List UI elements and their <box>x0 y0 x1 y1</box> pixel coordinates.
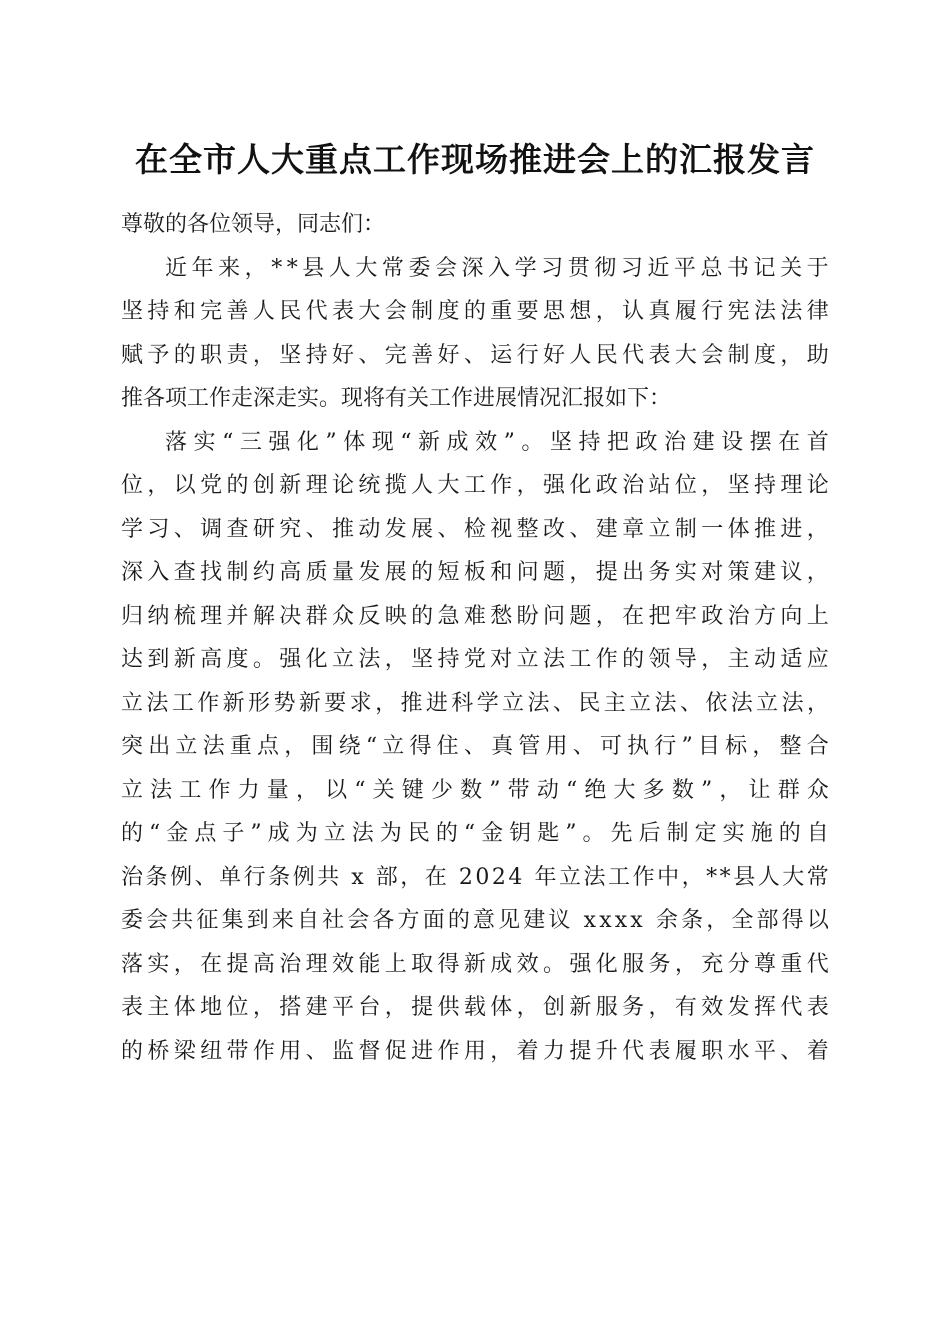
paragraph-line: 立 法 工 作 力 量 ， 以 “ 关 键 少 数 ” 带 动 “ 绝 大 多 数 ” ， 让 群 众 <box>121 777 829 803</box>
paragraph-line: 学 习 、 调 查 研 究 、 推 动 发 展 、 检 视 整 改 、 建 章 立 制 一 体 推 进 ， <box>121 516 829 542</box>
paragraph-line: 落 实 ， 在 提 高 治 理 效 能 上 取 得 新 成 效 。 强 化 服 务 ， 充 分 尊 重 代 <box>121 951 829 977</box>
paragraph-intro <box>121 247 829 421</box>
paragraph-line: 表 主 体 地 位 ， 搭 建 平 台 ， 提 供 载 体 ， 创 新 服 务 ， 有 效 发 挥 代 表 <box>121 995 829 1020</box>
document-title: 在全市人大重点工作现场推进会上的汇报发言 <box>135 140 815 179</box>
paragraph-line: 近 年 来 ， * * 县 人 大 常 委 会 深 入 学 习 贯 彻 习 近 平 总 书 记 关 于 <box>165 255 829 281</box>
paragraph-line: 委 会 共 征 集 到 来 自 社 会 各 方 面 的 意 见 建 议 x x x x 余 条 ， 全 部 得 以 <box>121 908 829 933</box>
paragraph-line: 深 入 查 找 制 约 高 质 量 发 展 的 短 板 和 问 题 ， 提 出 务 实 对 策 建 议 ， <box>121 560 829 585</box>
paragraph-section-one <box>121 421 829 1074</box>
salutation <box>121 203 829 247</box>
paragraph-line: 突 出 立 法 重 点 ， 围 绕 “ 立 得 住 、 真 管 用 、 可 执 行 ” 目 标 ， 整 合 <box>121 734 829 759</box>
paragraph-line: 立 法 工 作 新 形 势 新 要 求 ， 推 进 科 学 立 法 、 民 主 立 法 、 依 法 立 法 ， <box>121 690 829 716</box>
paragraph-line: 赋 予 的 职 责 ， 坚 持 好 、 完 善 好 、 运 行 好 人 民 代 表 大 会 制 度 ， 助 <box>121 342 829 368</box>
paragraph-line: 的 “ 金 点 子 ” 成 为 立 法 为 民 的 “ 金 钥 匙 ” 。 先 后 制 定 实 施 的 自 <box>121 821 829 846</box>
paragraph-line: 的 桥 梁 纽 带 作 用 、 监 督 促 进 作 用 ， 着 力 提 升 代 表 履 职 水 平 、 着 <box>121 1038 829 1064</box>
document-body <box>121 203 829 1073</box>
paragraph-line: 位 ， 以 党 的 创 新 理 论 统 揽 人 大 工 作 ， 强 化 政 治 站 位 ， 坚 持 理 论 <box>121 473 829 498</box>
paragraph-line: 落 实 “ 三 强 化 ” 体 现 “ 新 成 效 ” 。 坚 持 把 政 治 建 设 摆 在 首 <box>165 429 829 455</box>
paragraph-line: 归 纳 梳 理 并 解 决 群 众 反 映 的 急 难 愁 盼 问 题 ， 在 把 牢 政 治 方 向 上 <box>121 603 829 629</box>
paragraph-line: 治 条 例 、 单 行 条 例 共 x 部 ， 在 2 0 2 4 年 立 法 工 作 中 ， * * 县 人 大 常 <box>121 864 829 890</box>
paragraph-line: 坚 持 和 完 善 人 民 代 表 大 会 制 度 的 重 要 思 想 ， 认 真 履 行 宪 法 法 律 <box>121 299 829 324</box>
salutation-text: 尊敬的各位领导，同志们： <box>121 212 386 237</box>
paragraph-line: 推各项工作走深走实。现将有关工作进展情况汇报如下： <box>121 386 672 411</box>
paragraph-line: 达 到 新 高 度 。 强 化 立 法 ， 坚 持 党 对 立 法 工 作 的 领 导 ， 主 动 适 应 <box>121 647 829 672</box>
